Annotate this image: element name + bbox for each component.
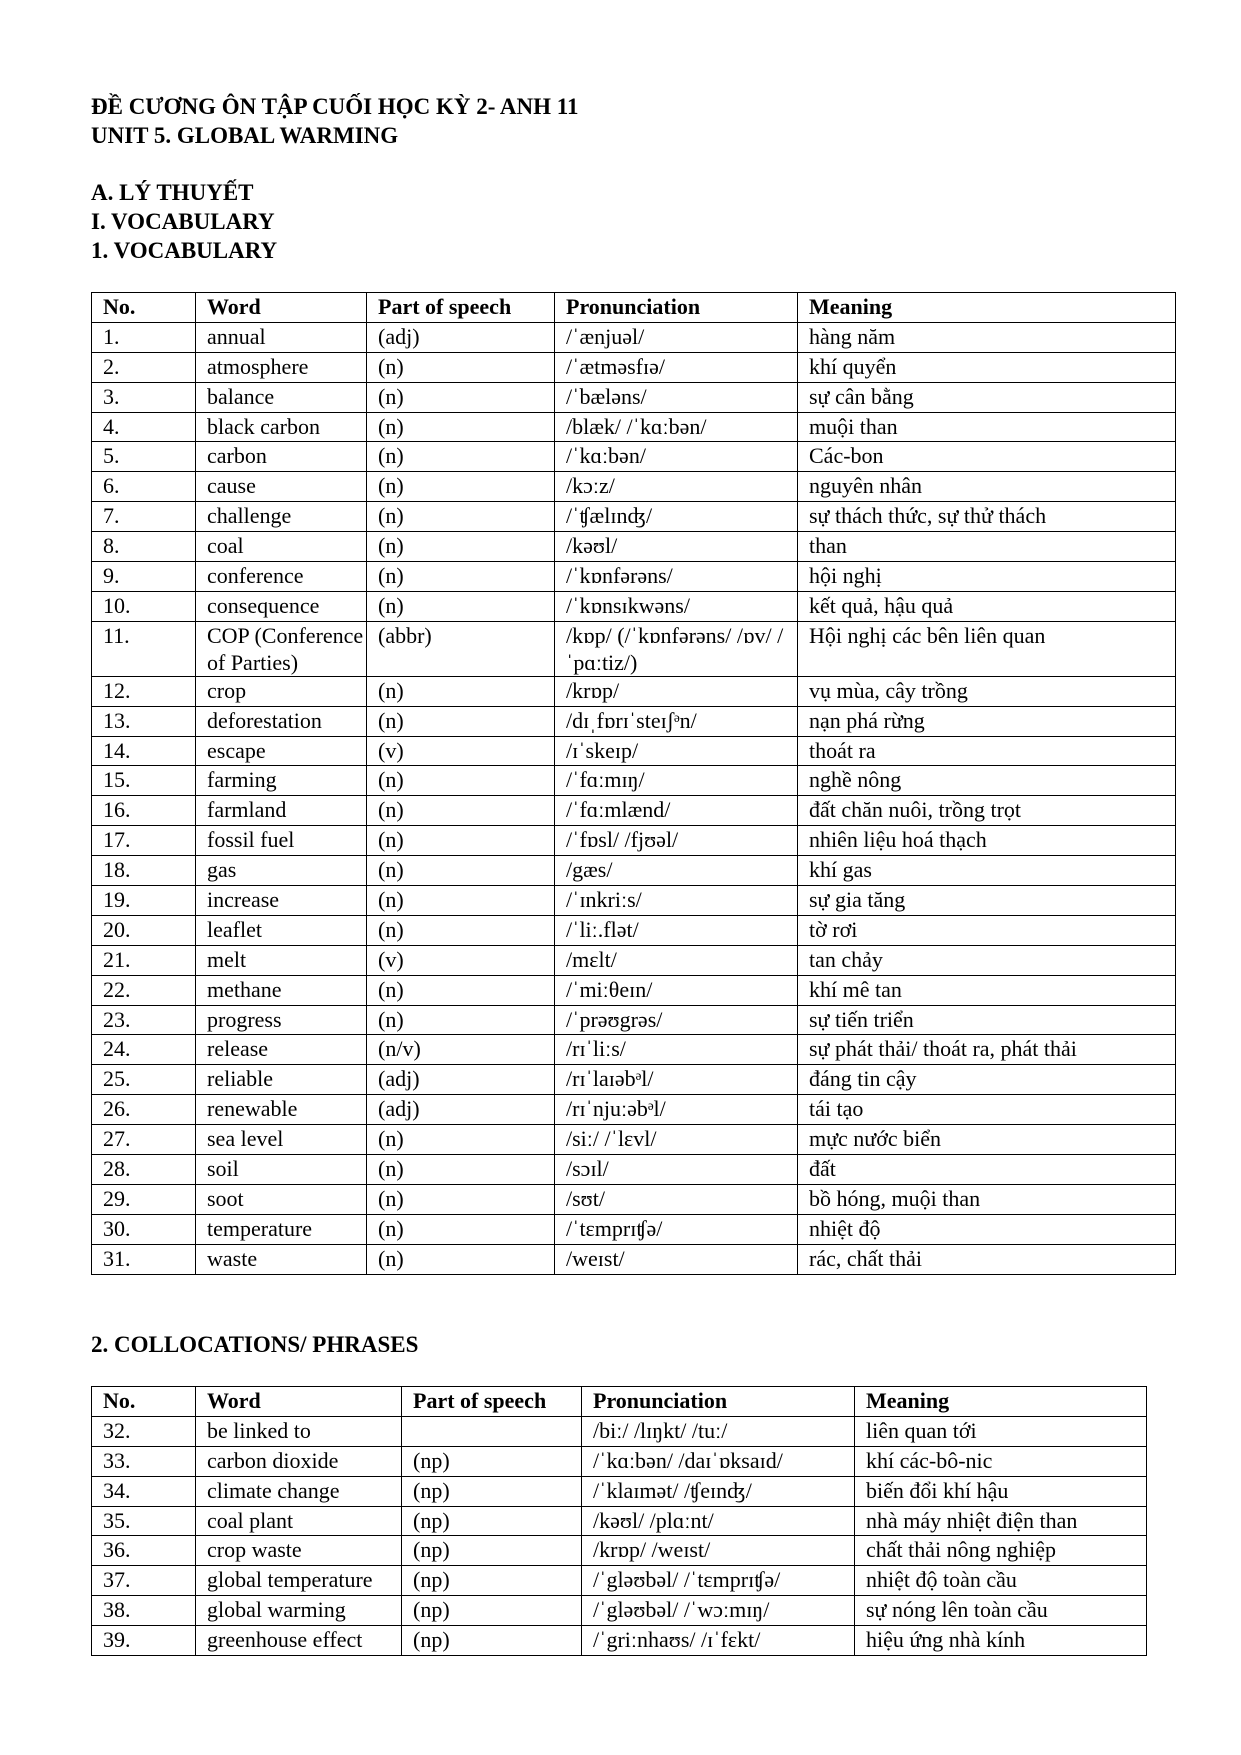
cell-pronunciation: /ˈfɑːmɪŋ/ <box>555 766 798 796</box>
cell-part-of-speech: (n) <box>367 1244 555 1274</box>
cell-no: 37. <box>92 1566 196 1596</box>
table-row <box>92 1155 1176 1185</box>
cell-no: 3. <box>92 382 196 412</box>
cell-pronunciation: /ˈgləʊbəl/ /ˈtɛmprɪʧə/ <box>582 1566 855 1596</box>
cell-word: COP (Conference of Parties) <box>196 621 367 676</box>
table-row <box>92 1184 1176 1214</box>
cell-part-of-speech: (np) <box>402 1566 582 1596</box>
cell-pronunciation: /sʊt/ <box>555 1184 798 1214</box>
cell-no: 36. <box>92 1536 196 1566</box>
cell-meaning: thoát ra <box>798 736 1176 766</box>
cell-word: climate change <box>196 1476 402 1506</box>
cell-meaning: muội than <box>798 412 1176 442</box>
cell-meaning: nghề nông <box>798 766 1176 796</box>
table-row <box>92 1626 1147 1656</box>
cell-pronunciation: /ˈkɑːbən/ /daɪˈɒksaɪd/ <box>582 1446 855 1476</box>
cell-part-of-speech: (np) <box>402 1476 582 1506</box>
cell-part-of-speech: (n) <box>367 472 555 502</box>
cell-meaning: sự thách thức, sự thử thách <box>798 502 1176 532</box>
cell-part-of-speech: (n) <box>367 1005 555 1035</box>
cell-part-of-speech: (np) <box>402 1446 582 1476</box>
table-header-row <box>92 1387 1147 1417</box>
cell-word: carbon <box>196 442 367 472</box>
cell-pronunciation: /ˈkɒnfərəns/ <box>555 562 798 592</box>
column-header-part-of-speech: Part of speech <box>367 293 555 323</box>
table-row <box>92 621 1176 676</box>
cell-part-of-speech: (np) <box>402 1626 582 1656</box>
cell-no: 25. <box>92 1065 196 1095</box>
cell-word: soot <box>196 1184 367 1214</box>
cell-meaning: sự tiến triển <box>798 1005 1176 1035</box>
cell-word: cause <box>196 472 367 502</box>
cell-no: 18. <box>92 856 196 886</box>
cell-word: release <box>196 1035 367 1065</box>
cell-part-of-speech: (adj) <box>367 322 555 352</box>
table-row <box>92 676 1176 706</box>
cell-no: 15. <box>92 766 196 796</box>
cell-part-of-speech: (n) <box>367 676 555 706</box>
cell-no: 9. <box>92 562 196 592</box>
cell-word: crop waste <box>196 1536 402 1566</box>
cell-word: progress <box>196 1005 367 1035</box>
cell-meaning: sự nóng lên toàn cầu <box>855 1596 1147 1626</box>
cell-part-of-speech: (np) <box>402 1596 582 1626</box>
unit-title: UNIT 5. GLOBAL WARMING <box>91 123 399 148</box>
cell-part-of-speech: (n) <box>367 1155 555 1185</box>
column-header-pronunciation: Pronunciation <box>555 293 798 323</box>
table-row <box>92 1214 1176 1244</box>
cell-part-of-speech: (n) <box>367 532 555 562</box>
table-row <box>92 1065 1176 1095</box>
cell-pronunciation: /ˈænjuəl/ <box>555 322 798 352</box>
table-row <box>92 382 1176 412</box>
table-row <box>92 1125 1176 1155</box>
cell-word: conference <box>196 562 367 592</box>
cell-pronunciation: /ˈkɒnsɪkwəns/ <box>555 591 798 621</box>
cell-word: fossil fuel <box>196 826 367 856</box>
cell-pronunciation: /kəʊl/ /plɑːnt/ <box>582 1506 855 1536</box>
cell-meaning: tái tạo <box>798 1095 1176 1125</box>
cell-word: renewable <box>196 1095 367 1125</box>
cell-meaning: chất thải nông nghiệp <box>855 1536 1147 1566</box>
table-row <box>92 472 1176 502</box>
cell-word: soil <box>196 1155 367 1185</box>
cell-pronunciation: /ˈætməsfɪə/ <box>555 352 798 382</box>
cell-part-of-speech: (n) <box>367 562 555 592</box>
cell-pronunciation: /kəʊl/ <box>555 532 798 562</box>
cell-part-of-speech: (adj) <box>367 1095 555 1125</box>
cell-pronunciation: /weɪst/ <box>555 1244 798 1274</box>
cell-pronunciation: /ˈfɑːmlænd/ <box>555 796 798 826</box>
cell-no: 12. <box>92 676 196 706</box>
cell-word: methane <box>196 975 367 1005</box>
cell-meaning: đất <box>798 1155 1176 1185</box>
cell-part-of-speech: (n) <box>367 706 555 736</box>
table-row <box>92 562 1176 592</box>
cell-meaning: rác, chất thải <box>798 1244 1176 1274</box>
column-header-pronunciation: Pronunciation <box>582 1387 855 1417</box>
cell-no: 27. <box>92 1125 196 1155</box>
cell-word: farmland <box>196 796 367 826</box>
column-header-word: Word <box>196 1387 402 1417</box>
cell-part-of-speech: (n) <box>367 826 555 856</box>
cell-meaning: khí các-bô-nic <box>855 1446 1147 1476</box>
cell-pronunciation: /kɔːz/ <box>555 472 798 502</box>
cell-no: 13. <box>92 706 196 736</box>
table-row <box>92 442 1176 472</box>
cell-pronunciation: /sɔɪl/ <box>555 1155 798 1185</box>
cell-pronunciation: /mɛlt/ <box>555 945 798 975</box>
table-row <box>92 975 1176 1005</box>
cell-pronunciation: /rɪˈliːs/ <box>555 1035 798 1065</box>
cell-meaning: đáng tin cậy <box>798 1065 1176 1095</box>
cell-pronunciation: /ˈmiːθeɪn/ <box>555 975 798 1005</box>
cell-pronunciation: /ˈkɑːbən/ <box>555 442 798 472</box>
cell-part-of-speech: (n) <box>367 382 555 412</box>
table-row <box>92 352 1176 382</box>
cell-no: 23. <box>92 1005 196 1035</box>
cell-no: 21. <box>92 945 196 975</box>
column-header-no: No. <box>92 293 196 323</box>
cell-meaning: bồ hóng, muội than <box>798 1184 1176 1214</box>
cell-pronunciation: /dɪˌfɒrɪˈsteɪʃᵊn/ <box>555 706 798 736</box>
cell-word: sea level <box>196 1125 367 1155</box>
cell-meaning: tờ rơi <box>798 915 1176 945</box>
cell-part-of-speech: (abbr) <box>367 621 555 676</box>
cell-pronunciation: /ˈbæləns/ <box>555 382 798 412</box>
cell-no: 31. <box>92 1244 196 1274</box>
cell-meaning: kết quả, hậu quả <box>798 591 1176 621</box>
table-row <box>92 1536 1147 1566</box>
cell-pronunciation: /siː/ /ˈlɛvl/ <box>555 1125 798 1155</box>
cell-word: greenhouse effect <box>196 1626 402 1656</box>
vocabulary-heading: 1. VOCABULARY <box>91 238 278 263</box>
cell-word: consequence <box>196 591 367 621</box>
cell-no: 19. <box>92 886 196 916</box>
cell-part-of-speech: (n) <box>367 975 555 1005</box>
cell-pronunciation: /ˈʧælɪnʤ/ <box>555 502 798 532</box>
table-row <box>92 1476 1147 1506</box>
vocabulary-table-body <box>92 322 1176 1274</box>
cell-no: 34. <box>92 1476 196 1506</box>
cell-part-of-speech: (v) <box>367 945 555 975</box>
cell-pronunciation: /ˈliː.flət/ <box>555 915 798 945</box>
cell-pronunciation: /rɪˈlaɪəbᵊl/ <box>555 1065 798 1095</box>
cell-part-of-speech: (n) <box>367 502 555 532</box>
cell-meaning: nhà máy nhiệt điện than <box>855 1506 1147 1536</box>
cell-no: 33. <box>92 1446 196 1476</box>
cell-meaning: nhiệt độ toàn cầu <box>855 1566 1147 1596</box>
cell-meaning: hàng năm <box>798 322 1176 352</box>
cell-part-of-speech: (n/v) <box>367 1035 555 1065</box>
cell-part-of-speech: (n) <box>367 1184 555 1214</box>
cell-no: 22. <box>92 975 196 1005</box>
cell-meaning: khí mê tan <box>798 975 1176 1005</box>
cell-no: 8. <box>92 532 196 562</box>
collocations-table <box>91 1386 1147 1656</box>
cell-word: carbon dioxide <box>196 1446 402 1476</box>
cell-part-of-speech: (n) <box>367 915 555 945</box>
cell-pronunciation: /krɒp/ /weɪst/ <box>582 1536 855 1566</box>
cell-word: deforestation <box>196 706 367 736</box>
table-row <box>92 706 1176 736</box>
cell-part-of-speech: (np) <box>402 1506 582 1536</box>
document-title: ĐỀ CƯƠNG ÔN TẬP CUỐI HỌC KỲ 2- ANH 11 <box>91 94 579 119</box>
cell-word: atmosphere <box>196 352 367 382</box>
cell-no: 26. <box>92 1095 196 1125</box>
cell-meaning: liên quan tới <box>855 1416 1147 1446</box>
column-header-meaning: Meaning <box>855 1387 1147 1417</box>
cell-no: 16. <box>92 796 196 826</box>
cell-meaning: nguyên nhân <box>798 472 1176 502</box>
cell-part-of-speech: (n) <box>367 352 555 382</box>
collocations-table-body <box>92 1416 1147 1655</box>
cell-word: increase <box>196 886 367 916</box>
cell-pronunciation: /ˈɪnkriːs/ <box>555 886 798 916</box>
cell-meaning: nhiệt độ <box>798 1214 1176 1244</box>
cell-no: 29. <box>92 1184 196 1214</box>
table-row <box>92 1035 1176 1065</box>
cell-meaning: sự cân bằng <box>798 382 1176 412</box>
table-header-row <box>92 293 1176 323</box>
cell-meaning: Các-bon <box>798 442 1176 472</box>
cell-no: 5. <box>92 442 196 472</box>
cell-no: 35. <box>92 1506 196 1536</box>
cell-part-of-speech: (n) <box>367 886 555 916</box>
cell-no: 20. <box>92 915 196 945</box>
cell-meaning: sự gia tăng <box>798 886 1176 916</box>
cell-word: challenge <box>196 502 367 532</box>
column-header-meaning: Meaning <box>798 293 1176 323</box>
cell-word: global temperature <box>196 1566 402 1596</box>
cell-word: balance <box>196 382 367 412</box>
cell-no: 30. <box>92 1214 196 1244</box>
cell-part-of-speech: (n) <box>367 1125 555 1155</box>
cell-meaning: mực nước biển <box>798 1125 1176 1155</box>
table-row <box>92 502 1176 532</box>
cell-part-of-speech: (n) <box>367 766 555 796</box>
cell-no: 28. <box>92 1155 196 1185</box>
column-header-no: No. <box>92 1387 196 1417</box>
table-row <box>92 532 1176 562</box>
cell-part-of-speech: (n) <box>367 856 555 886</box>
table-row <box>92 1446 1147 1476</box>
cell-pronunciation: /gæs/ <box>555 856 798 886</box>
cell-word: waste <box>196 1244 367 1274</box>
cell-word: escape <box>196 736 367 766</box>
cell-part-of-speech: (n) <box>367 412 555 442</box>
cell-no: 10. <box>92 591 196 621</box>
table-row <box>92 856 1176 886</box>
cell-meaning: than <box>798 532 1176 562</box>
cell-word: crop <box>196 676 367 706</box>
table-row <box>92 1005 1176 1035</box>
table-row <box>92 945 1176 975</box>
cell-word: global warming <box>196 1596 402 1626</box>
cell-word: black carbon <box>196 412 367 442</box>
collocations-heading: 2. COLLOCATIONS/ PHRASES <box>91 1332 419 1357</box>
table-row <box>92 412 1176 442</box>
cell-part-of-speech <box>402 1416 582 1446</box>
cell-word: melt <box>196 945 367 975</box>
cell-part-of-speech: (n) <box>367 1214 555 1244</box>
cell-meaning: Hội nghị các bên liên quan <box>798 621 1176 676</box>
cell-pronunciation: /biː/ /lɪŋkt/ /tuː/ <box>582 1416 855 1446</box>
cell-part-of-speech: (n) <box>367 591 555 621</box>
cell-no: 4. <box>92 412 196 442</box>
cell-meaning: vụ mùa, cây trồng <box>798 676 1176 706</box>
part-heading: I. VOCABULARY <box>91 209 275 234</box>
cell-pronunciation: /ˈfɒsl/ /fjʊəl/ <box>555 826 798 856</box>
cell-no: 38. <box>92 1596 196 1626</box>
cell-word: leaflet <box>196 915 367 945</box>
cell-word: temperature <box>196 1214 367 1244</box>
cell-part-of-speech: (np) <box>402 1536 582 1566</box>
cell-word: gas <box>196 856 367 886</box>
cell-no: 11. <box>92 621 196 676</box>
cell-meaning: nhiên liệu hoá thạch <box>798 826 1176 856</box>
cell-pronunciation: /ˈtɛmprɪʧə/ <box>555 1214 798 1244</box>
cell-pronunciation: /kɒp/ (/ˈkɒnfərəns/ /ɒv/ /ˈpɑːtiz/) <box>555 621 798 676</box>
table-row <box>92 591 1176 621</box>
table-row <box>92 1416 1147 1446</box>
cell-no: 1. <box>92 322 196 352</box>
cell-meaning: khí quyển <box>798 352 1176 382</box>
table-row <box>92 796 1176 826</box>
cell-meaning: sự phát thải/ thoát ra, phát thải <box>798 1035 1176 1065</box>
column-header-word: Word <box>196 293 367 323</box>
cell-no: 14. <box>92 736 196 766</box>
cell-word: annual <box>196 322 367 352</box>
cell-meaning: đất chăn nuôi, trồng trọt <box>798 796 1176 826</box>
table-row <box>92 1095 1176 1125</box>
table-row <box>92 886 1176 916</box>
cell-pronunciation: /ˈklaɪmət/ /ʧeɪnʤ/ <box>582 1476 855 1506</box>
column-header-part-of-speech: Part of speech <box>402 1387 582 1417</box>
cell-no: 7. <box>92 502 196 532</box>
cell-no: 2. <box>92 352 196 382</box>
table-row <box>92 766 1176 796</box>
cell-meaning: hội nghị <box>798 562 1176 592</box>
cell-no: 32. <box>92 1416 196 1446</box>
cell-pronunciation: /ˈgriːnhaʊs/ /ɪˈfɛkt/ <box>582 1626 855 1656</box>
cell-no: 39. <box>92 1626 196 1656</box>
cell-word: coal <box>196 532 367 562</box>
cell-meaning: hiệu ứng nhà kính <box>855 1626 1147 1656</box>
table-row <box>92 736 1176 766</box>
cell-word: reliable <box>196 1065 367 1095</box>
table-row <box>92 915 1176 945</box>
table-row <box>92 826 1176 856</box>
cell-pronunciation: /ˈgləʊbəl/ /ˈwɔːmɪŋ/ <box>582 1596 855 1626</box>
table-row <box>92 1244 1176 1274</box>
cell-pronunciation: /blæk/ /ˈkɑːbən/ <box>555 412 798 442</box>
section-heading: A. LÝ THUYẾT <box>91 180 254 205</box>
cell-word: coal plant <box>196 1506 402 1536</box>
cell-no: 6. <box>92 472 196 502</box>
table-row <box>92 1506 1147 1536</box>
cell-meaning: biến đổi khí hậu <box>855 1476 1147 1506</box>
cell-meaning: nạn phá rừng <box>798 706 1176 736</box>
cell-meaning: tan chảy <box>798 945 1176 975</box>
cell-pronunciation: /ɪˈskeɪp/ <box>555 736 798 766</box>
table-row <box>92 1596 1147 1626</box>
cell-part-of-speech: (n) <box>367 442 555 472</box>
cell-no: 24. <box>92 1035 196 1065</box>
vocabulary-table <box>91 292 1176 1275</box>
table-row <box>92 322 1176 352</box>
cell-part-of-speech: (v) <box>367 736 555 766</box>
table-row <box>92 1566 1147 1596</box>
cell-no: 17. <box>92 826 196 856</box>
cell-word: be linked to <box>196 1416 402 1446</box>
cell-word: farming <box>196 766 367 796</box>
cell-part-of-speech: (n) <box>367 796 555 826</box>
cell-meaning: khí gas <box>798 856 1176 886</box>
cell-pronunciation: /rɪˈnjuːəbᵊl/ <box>555 1095 798 1125</box>
cell-pronunciation: /ˈprəʊgrəs/ <box>555 1005 798 1035</box>
cell-pronunciation: /krɒp/ <box>555 676 798 706</box>
cell-part-of-speech: (adj) <box>367 1065 555 1095</box>
